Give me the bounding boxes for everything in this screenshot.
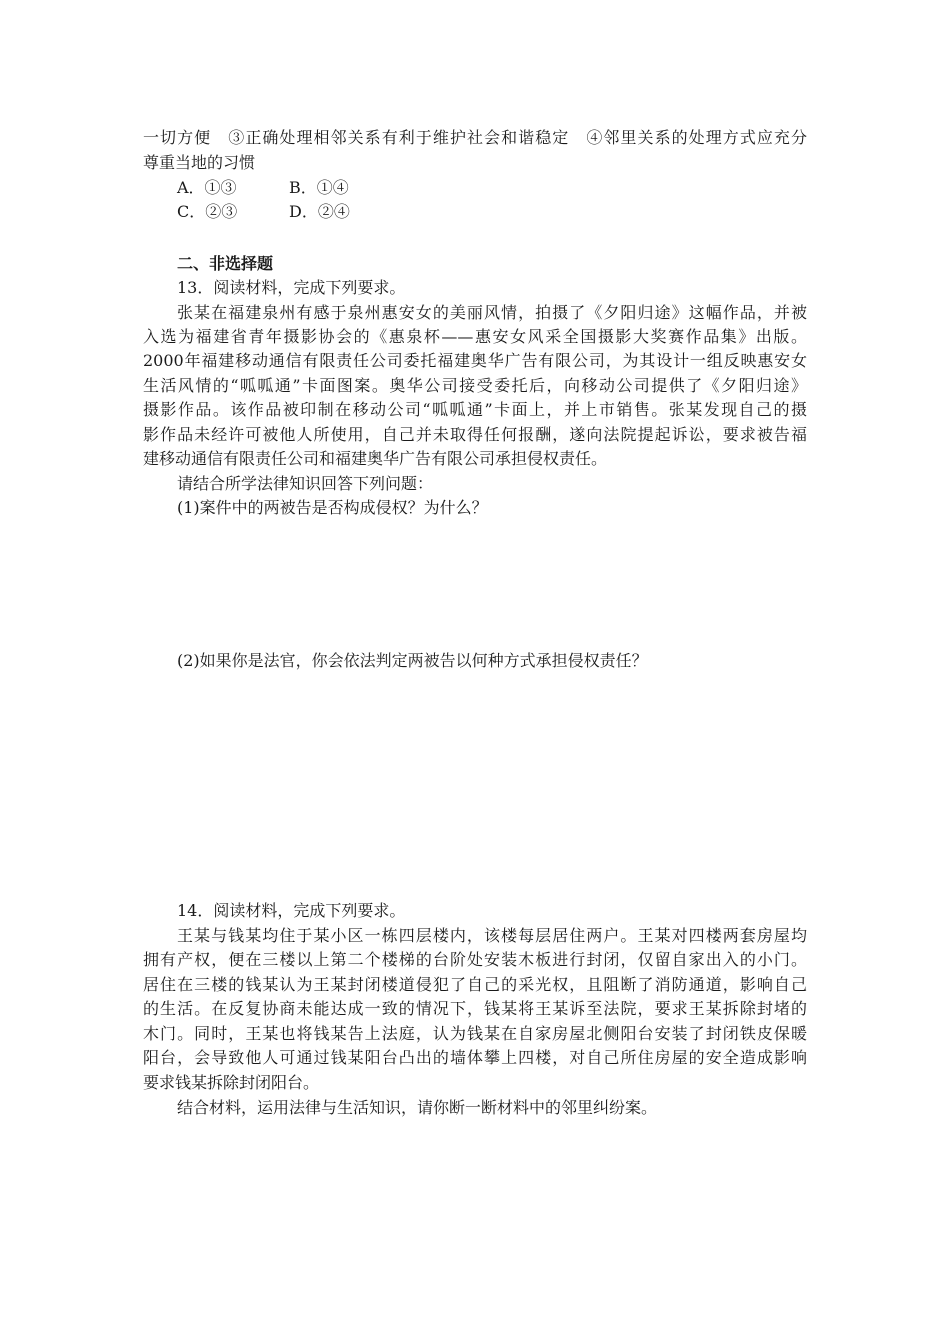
q13-material-line: 入选为福建省青年摄影协会的《惠泉杯——惠安女风采全国摄影大奖赛作品集》出版。 (143, 327, 807, 346)
q12-option-d: D．②④ (289, 202, 350, 221)
q13-material-line: 摄影作品。该作品被印制在移动公司“呱呱通”卡面上，并上市销售。张某发现自己的摄 (143, 400, 807, 419)
q13-material-line: 生活风情的“呱呱通”卡面图案。奥华公司接受委托后，向移动公司提供了《夕阳归途》 (143, 376, 807, 395)
q14-material-line: 王某与钱某均住于某小区一栋四层楼内，该楼每层居住两户。王某对四楼两套房屋均 (177, 926, 807, 945)
q14-prompt: 结合材料，运用法律与生活知识，请你断一断材料中的邻里纠纷案。 (177, 1098, 658, 1117)
q12-line-1: 一切方便 ③正确处理相邻关系有利于维护社会和谐稳定 ④邻里关系的处理方式应充分 (143, 128, 807, 147)
q13-subquestion-2: (2)如果你是法官，你会依法判定两被告以何种方式承担侵权责任？ (177, 651, 648, 670)
q12-line-2: 尊重当地的习惯 (143, 153, 256, 172)
q14-material-line: 要求钱某拆除封闭阳台。 (143, 1073, 320, 1092)
q13-material-line: 张某在福建泉州有感于泉州惠安女的美丽风情，拍摄了《夕阳归途》这幅作品，并被 (177, 303, 807, 322)
q14-intro: 14．阅读材料，完成下列要求。 (177, 901, 406, 920)
q13-prompt: 请结合所学法律知识回答下列问题： (177, 474, 434, 493)
q13-intro: 13．阅读材料，完成下列要求。 (177, 278, 406, 297)
q13-material-line: 影作品未经许可被他人所使用，自己并未取得任何报酬，遂向法院提起诉讼，要求被告福 (143, 425, 807, 444)
q14-material-line: 的生活。在反复协商未能达成一致的情况下，钱某将王某诉至法院，要求王某拆除封堵的 (143, 999, 807, 1018)
q14-material-line: 居住在三楼的钱某认为王某封闭楼道侵犯了自己的采光权，且阻断了消防通道，影响自己 (143, 975, 807, 994)
q12-option-c: C．②③ (177, 202, 238, 221)
q14-material-line: 木门。同时，王某也将钱某告上法庭，认为钱某在自家房屋北侧阳台安装了封闭铁皮保暖 (143, 1024, 807, 1043)
q12-option-a: A．①③ (177, 178, 237, 197)
q13-material-line: 建移动通信有限责任公司和福建奥华广告有限公司承担侵权责任。 (143, 449, 608, 468)
q14-material-line: 阳台，会导致他人可通过钱某阳台凸出的墙体攀上四楼，对自己所住房屋的安全造成影响 (143, 1048, 807, 1067)
q13-subquestion-1: (1)案件中的两被告是否构成侵权？为什么？ (177, 498, 488, 517)
q12-option-b: B．①④ (289, 178, 349, 197)
section-heading: 二、非选择题 (177, 254, 274, 273)
q13-material-line: 2000年福建移动通信有限责任公司委托福建奥华广告有限公司，为其设计一组反映惠安女 (143, 351, 807, 370)
q14-material-line: 拥有产权，便在三楼以上第二个楼梯的台阶处安装木板进行封闭，仅留自家出入的小门。 (143, 950, 807, 969)
